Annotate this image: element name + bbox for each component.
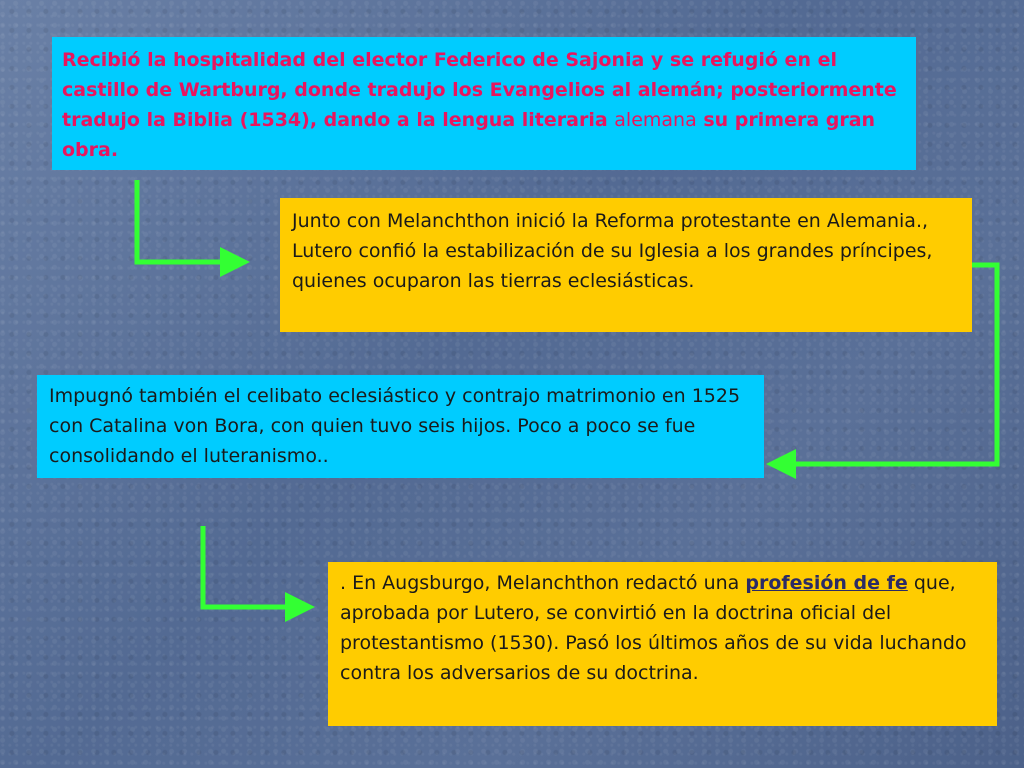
arrow-2-icon bbox=[776, 265, 997, 464]
box1-text-end: su primera gran obra. bbox=[62, 109, 876, 161]
box3-text: Impugnó también el celibato eclesiástico y contrajo matrimonio en 1525 con Catalina von Bora, con quien tuvo seis hijos. Poco a poco se fue consolidando el luteranismo.. bbox=[49, 385, 741, 467]
box4-text-after: que, aprobada por Lutero, se convirtió en la doctrina oficial del protestantismo (1530). Pasó los últimos años de su vida luchando contra los adversarios de su doctrina. bbox=[340, 572, 967, 684]
box2-text: Junto con Melanchthon inició la Reforma protestante en Alemania., Lutero confió la estabilización de su Iglesia a los grandes príncipes, quienes ocuparon las tierras eclesiásticas. bbox=[292, 210, 933, 292]
box1-text-bold: Recibió la hospitalidad del elector Federico de Sajonia y se refugió en el castillo de Wartburg, donde tradujo los Evangelios al alemán; posteriormente tradujo la Biblia (1534), dando a la lengua literaria bbox=[62, 49, 897, 131]
box1-text-plain: alemana bbox=[614, 109, 697, 131]
arrow-3-icon bbox=[203, 526, 305, 607]
profesion-de-fe-link[interactable]: profesión de fe bbox=[745, 572, 908, 594]
box4-text-before: . En Augsburgo, Melanchthon redactó una bbox=[340, 572, 746, 594]
arrow-1-icon bbox=[137, 180, 240, 262]
